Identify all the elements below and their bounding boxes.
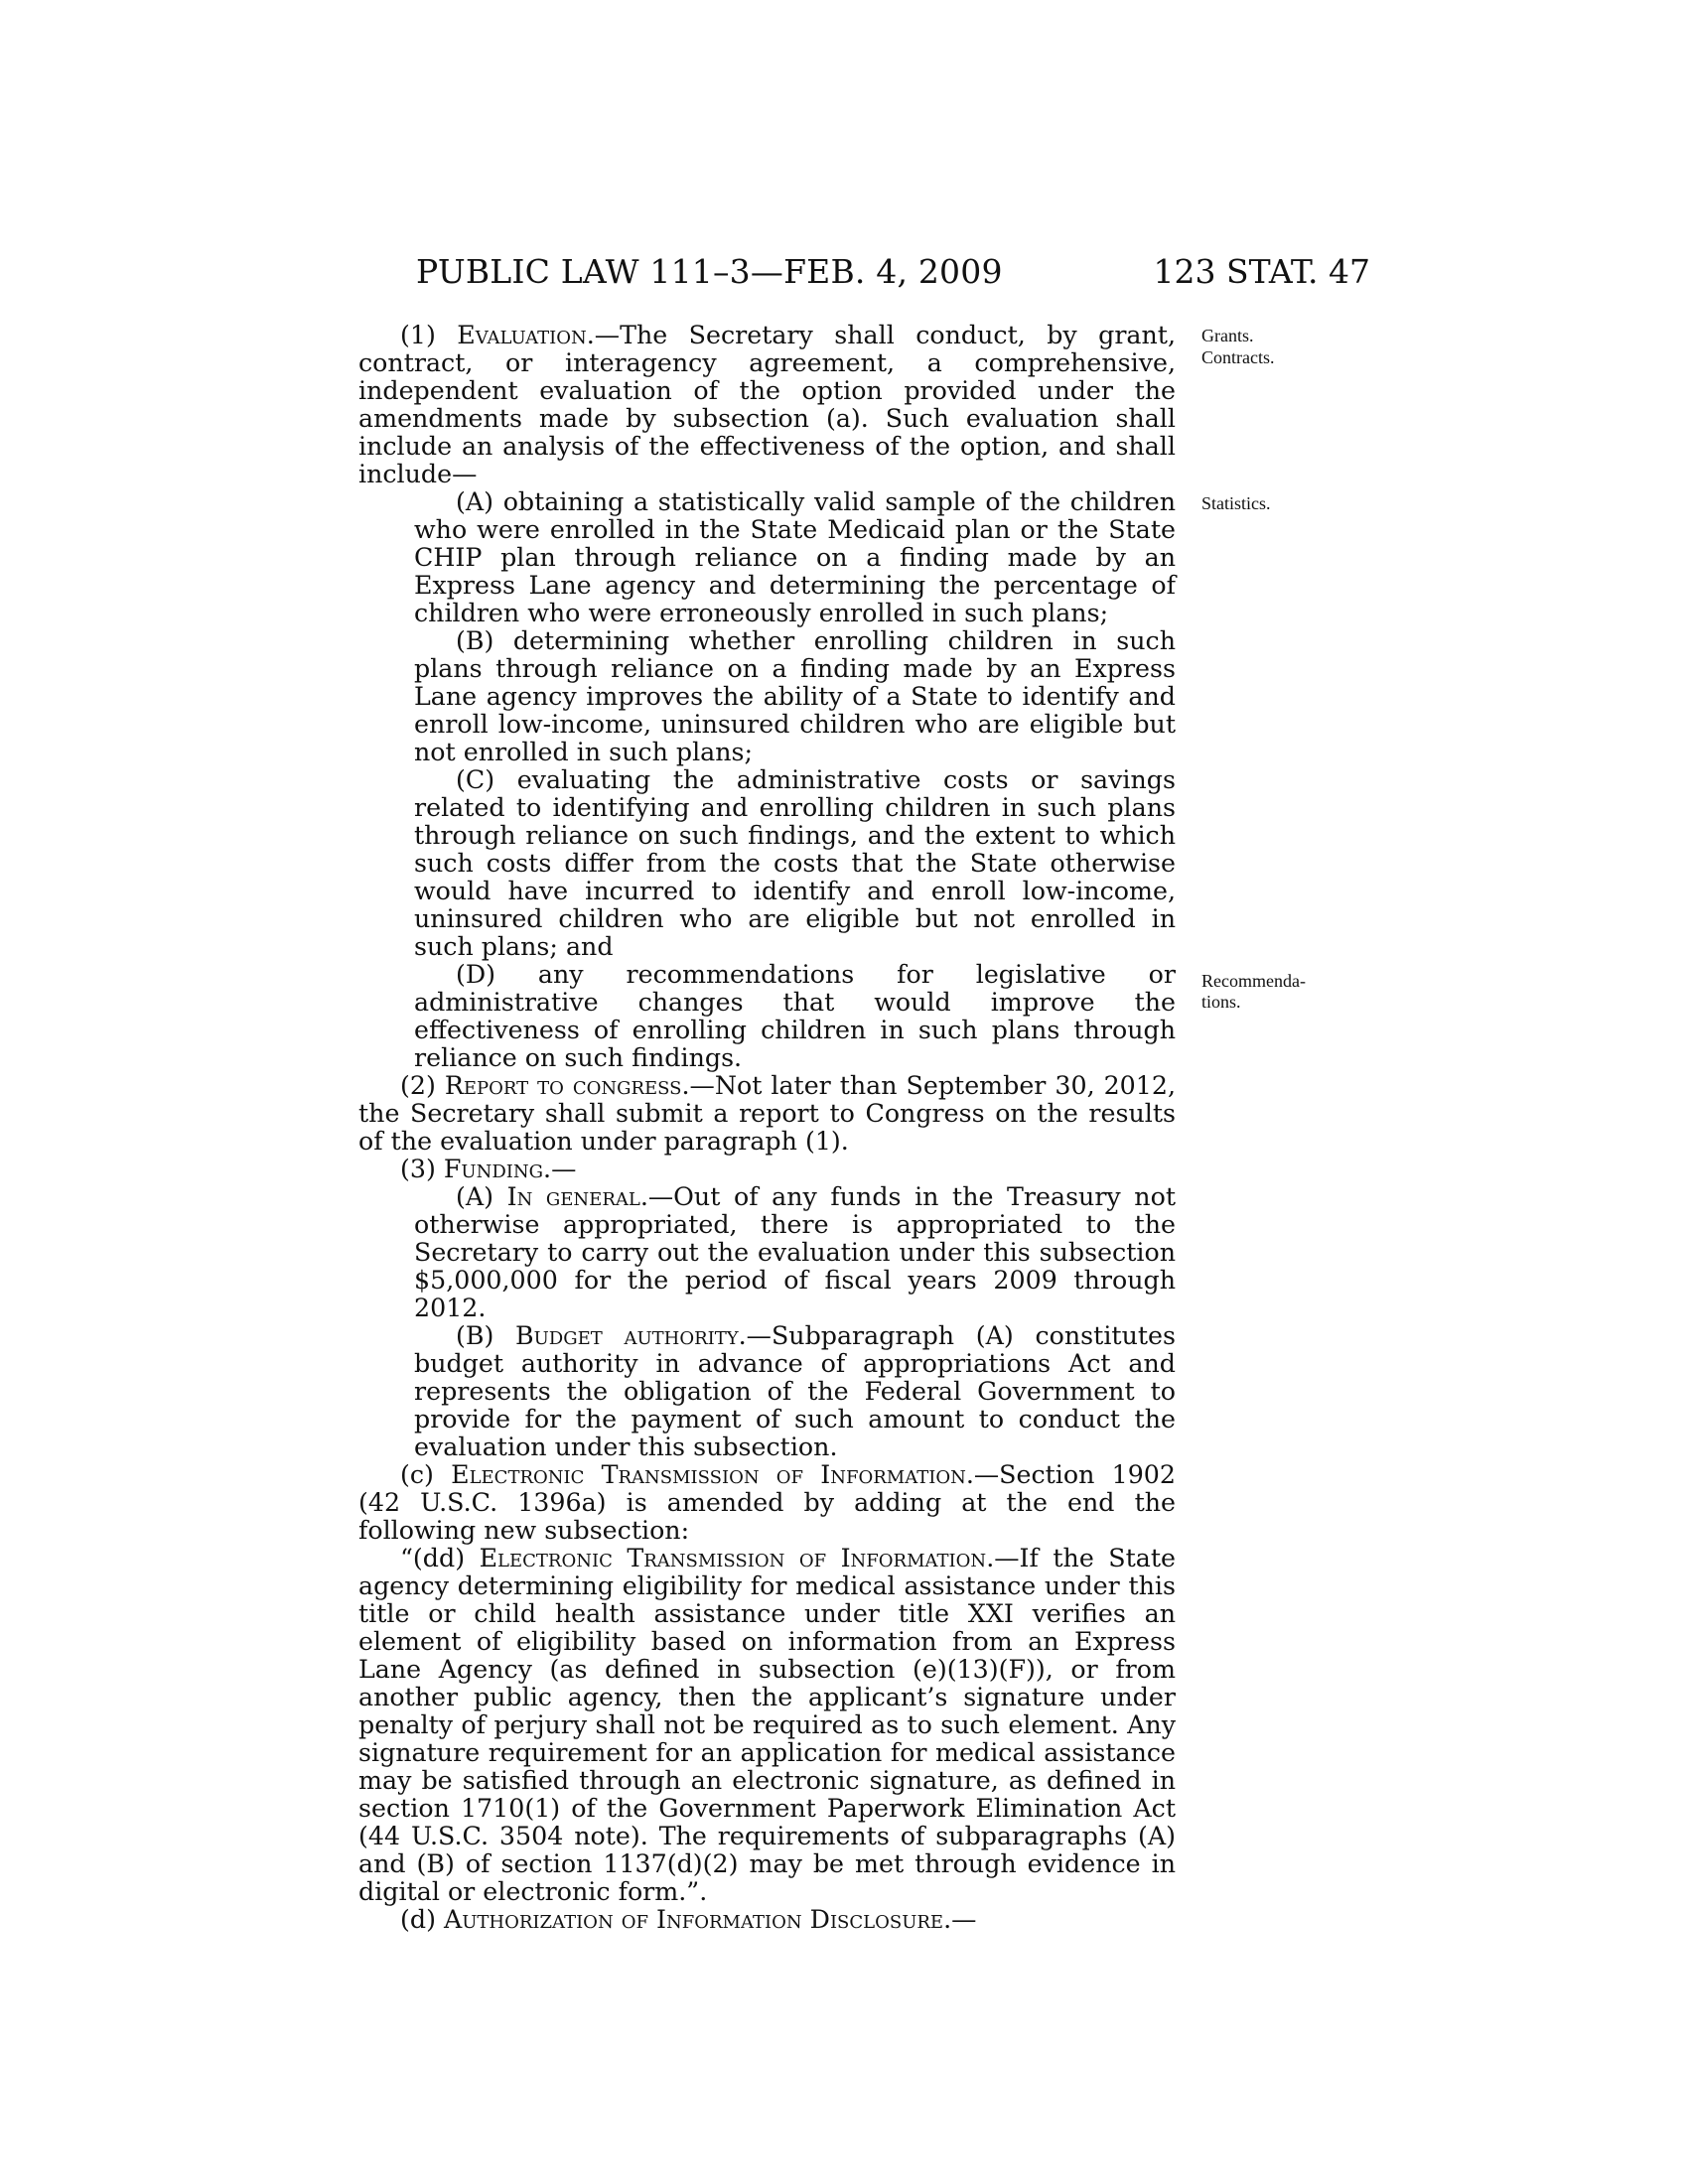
subparagraph-3a-in-general: (A) In general.—Out of any funds in the Treasury not otherwise appropriated, there is appropriated to the Secretary to carry out the evaluation under this subsection $5,000,000 for the period of fiscal years 2009 through 2012. — [414, 1182, 1176, 1322]
subparagraph-3b-budget-authority: (B) Budget authority.—Subparagraph (A) constitutes budget authority in advance of appropriations Act and represents the obligation of the Federal Government to provide for the payment of such amount to conduct the evaluation under this subsection. — [414, 1321, 1176, 1461]
subsection-c-electronic-transmission: (c) Electronic Transmission of Information.—Section 1902 (42 U.S.C. 1396a) is amended by adding at the end the following new subsection: — [358, 1460, 1176, 1545]
margin-note-recommendations-1: Recommenda- — [1201, 971, 1306, 991]
margin-note-recommendations-2: tions. — [1201, 992, 1241, 1012]
statute-page-number: 123 STAT. 47 — [1153, 252, 1370, 291]
paragraph-1-evaluation: (1) Evaluation.—The Secretary shall conduct, by grant, contract, or interagency agreement, a comprehensive, independent evaluation of the option provided under the amendments made by subsection (a). Such evaluation shall include an analysis of the effectiveness of the option, and shall include— — [358, 321, 1176, 488]
paragraph-2-report: (2) Report to congress.—Not later than September 30, 2012, the Secretary shall submit a report to Congress on the results of the evaluation under paragraph (1). — [358, 1071, 1176, 1156]
margin-note-statistics: Statistics. — [1201, 493, 1271, 513]
subsection-d-authorization: (d) Authorization of Information Disclosure.— — [400, 1905, 977, 1934]
paragraph-3-funding: (3) Funding.— — [400, 1155, 577, 1183]
subparagraph-a: (A) obtaining a statistically valid sample of the children who were enrolled in the State Medicaid plan or the State CHIP plan through reliance on a finding made by an Express Lane agency and determining the percentage of children who were erroneously enrolled in such plans; — [414, 487, 1176, 627]
margin-note-grants: Grants. — [1201, 326, 1254, 345]
subsection-dd-electronic-transmission: “(dd) Electronic Transmission of Information.—If the State agency determining eligibility for medical assistance under this title or child health assistance under title XXI verifies an element of eligibility based on information from an Express Lane Agency (as defined in subsection (e)(13)(F)), or from another public agency, then the applicant’s signature under penalty of perjury shall not be required as to such element. Any signature requirement for an application for medical assistance may be satisfied through an electronic signature, as defined in section 1710(1) of the Government Paperwork Elimination Act (44 U.S.C. 3504 note). The requirements of subparagraphs (A) and (B) of section 1137(d)(2) may be met through evidence in digital or electronic form.”. — [358, 1544, 1177, 1906]
subparagraph-d: (D) any recommendations for legislative or administrative changes that would improve the effectiveness of enrolling children in such plans through reliance on such findings. — [414, 960, 1176, 1072]
main-text — [358, 322, 1176, 1934]
running-header-title: PUBLIC LAW 111–3—FEB. 4, 2009 — [416, 252, 1003, 291]
subparagraph-b: (B) determining whether enrolling children in such plans through reliance on a finding made by an Express Lane agency improves the ability of a State to identify and enroll low-income, uninsured children who are eligible but not enrolled in such plans; — [414, 626, 1176, 766]
margin-note-contracts: Contracts. — [1201, 347, 1275, 367]
subparagraph-c: (C) evaluating the administrative costs or savings related to identifying and enrolling children in such plans through reliance on such findings, and the extent to which such costs differ from the costs that the State otherwise would have incurred to identify and enroll low-income, uninsured children who are eligible but not enrolled in such plans; and — [414, 765, 1176, 961]
